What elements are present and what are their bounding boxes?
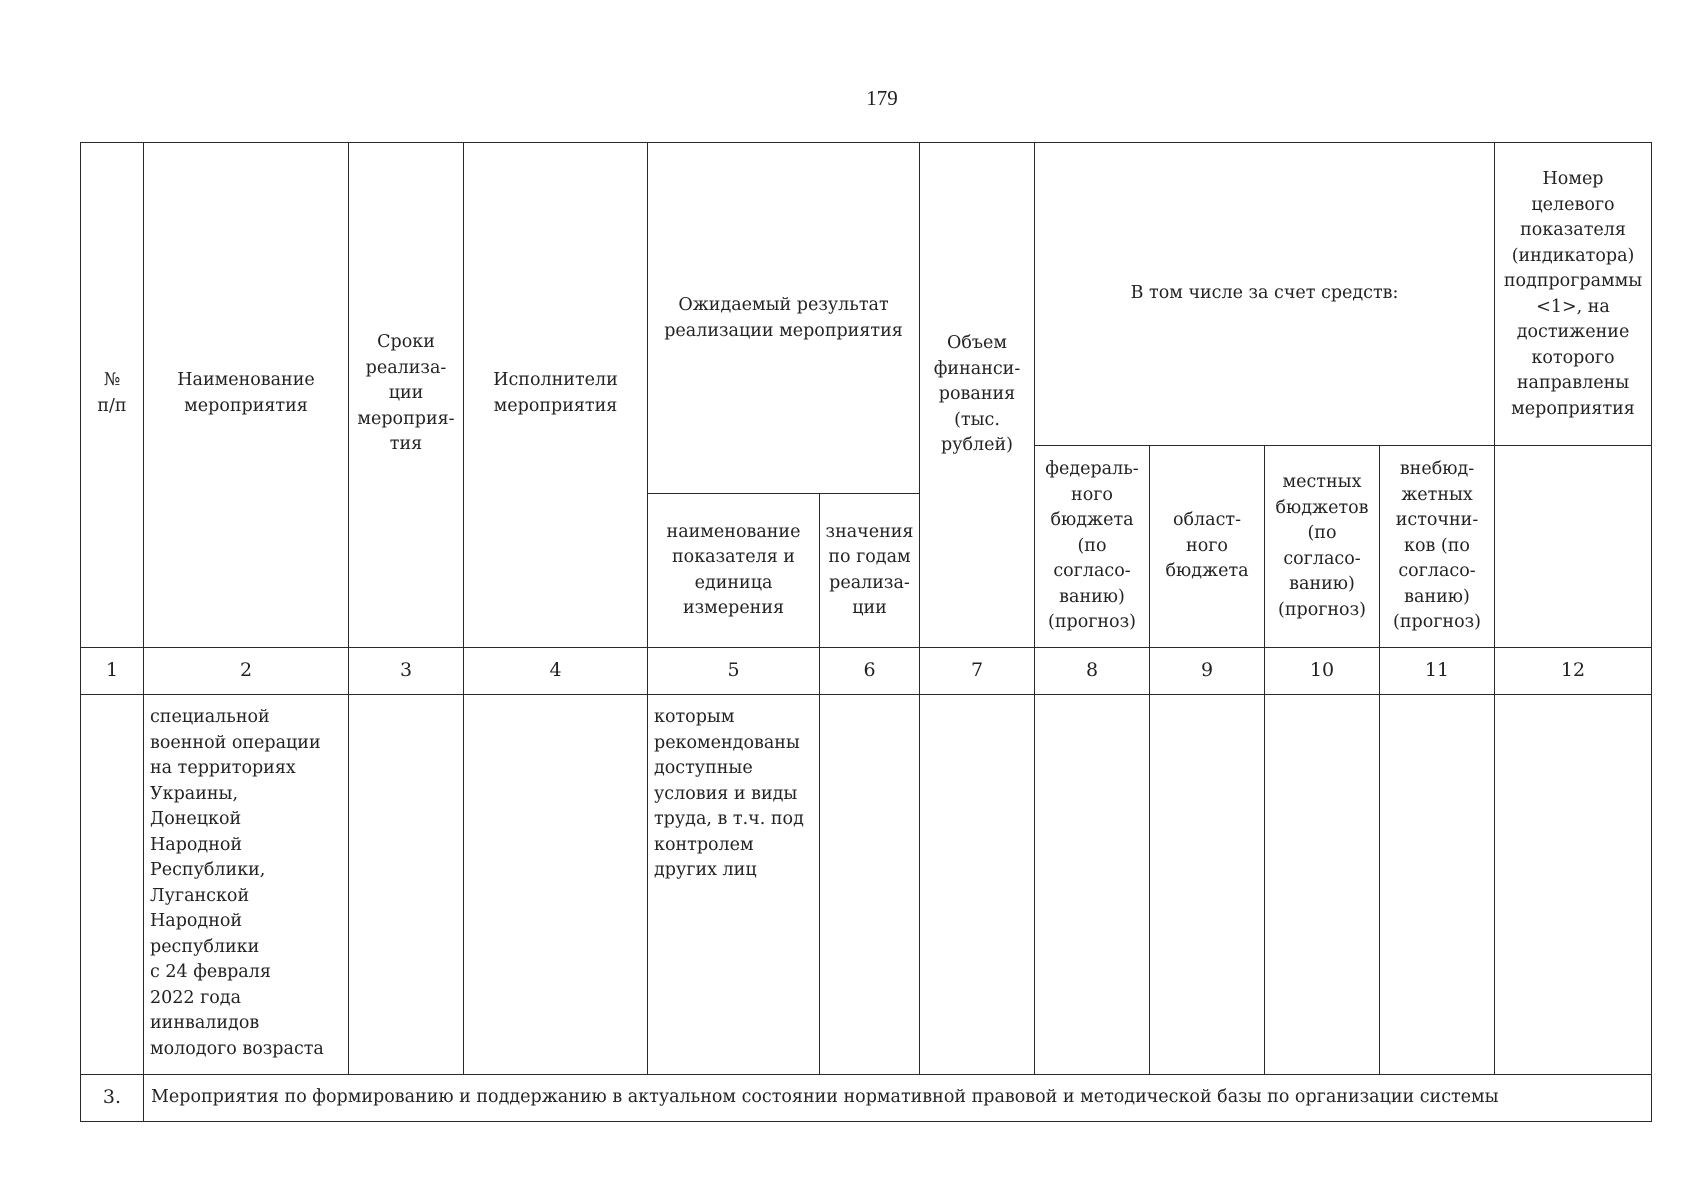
body-values-cell: [820, 695, 920, 1075]
header-local: местных бюджетов (по согласо- ванию) (прогноз): [1265, 446, 1380, 648]
header-name: Наименование мероприятия: [144, 143, 349, 648]
header-expected-result: Ожидаемый результат реализации мероприятия: [648, 143, 920, 494]
body-target-cell: [1495, 695, 1652, 1075]
body-extrabudget-cell: [1380, 695, 1495, 1075]
column-number: 12: [1495, 648, 1652, 695]
table-row: [81, 695, 1652, 1075]
column-number: 10: [1265, 648, 1380, 695]
header-financing-volume: Объем финанси- рования (тыс. рублей): [920, 143, 1035, 648]
body-volume-cell: [920, 695, 1035, 1075]
header-dates: Сроки реализа- ции мероприя- тия: [349, 143, 464, 648]
activities-table: [80, 142, 1652, 1122]
header-executors: Исполнители мероприятия: [464, 143, 648, 648]
body-activity-name: специальной военной операции на территориях Украины, Донецкой Народной Республики, Луганской Народной республики с 24 февраля 2022 года иинвалидов молодого возраста: [144, 695, 349, 1075]
body-regional-cell: [1150, 695, 1265, 1075]
header-row-1: [81, 143, 1652, 446]
column-number: 7: [920, 648, 1035, 695]
column-number: 6: [820, 648, 920, 695]
body-num-cell: [81, 695, 144, 1075]
section-title: Мероприятия по формированию и поддержанию в актуальном состоянии нормативной правовой и методической базы по организации системы: [144, 1075, 1652, 1122]
column-number: 2: [144, 648, 349, 695]
header-extrabudget: внебюд- жетных источни- ков (по согласо- ванию) (прогноз): [1380, 446, 1495, 648]
body-indicator-name: которым рекомендованы доступные условия и виды труда, в т.ч. под контролем других лиц: [648, 695, 820, 1075]
header-including: В том числе за счет средств:: [1035, 143, 1495, 446]
column-number: 8: [1035, 648, 1150, 695]
column-numbers-row: [81, 648, 1652, 695]
column-number: 11: [1380, 648, 1495, 695]
header-target-empty: [1495, 446, 1652, 648]
body-dates-cell: [349, 695, 464, 1075]
column-number: 5: [648, 648, 820, 695]
header-expected-indicator: наименование показателя и единица измерения: [648, 494, 820, 648]
body-local-cell: [1265, 695, 1380, 1075]
column-number: 3: [349, 648, 464, 695]
header-expected-values: значения по годам реализа- ции: [820, 494, 920, 648]
header-target-indicator: Номер целевого показателя (индикатора) подпрограммы <1>, на достижение которого направлены мероприятия: [1495, 143, 1652, 446]
section-number: 3.: [81, 1075, 144, 1122]
header-regional: област- ного бюджета: [1150, 446, 1265, 648]
page-number: 179: [866, 86, 898, 110]
column-number: 4: [464, 648, 648, 695]
header-num: № п/п: [81, 143, 144, 648]
body-executors-cell: [464, 695, 648, 1075]
section-row: [81, 1075, 1652, 1122]
body-federal-cell: [1035, 695, 1150, 1075]
column-number: 1: [81, 648, 144, 695]
header-federal: федераль- ного бюджета (по согласо- ванию) (прогноз): [1035, 446, 1150, 648]
column-number: 9: [1150, 648, 1265, 695]
